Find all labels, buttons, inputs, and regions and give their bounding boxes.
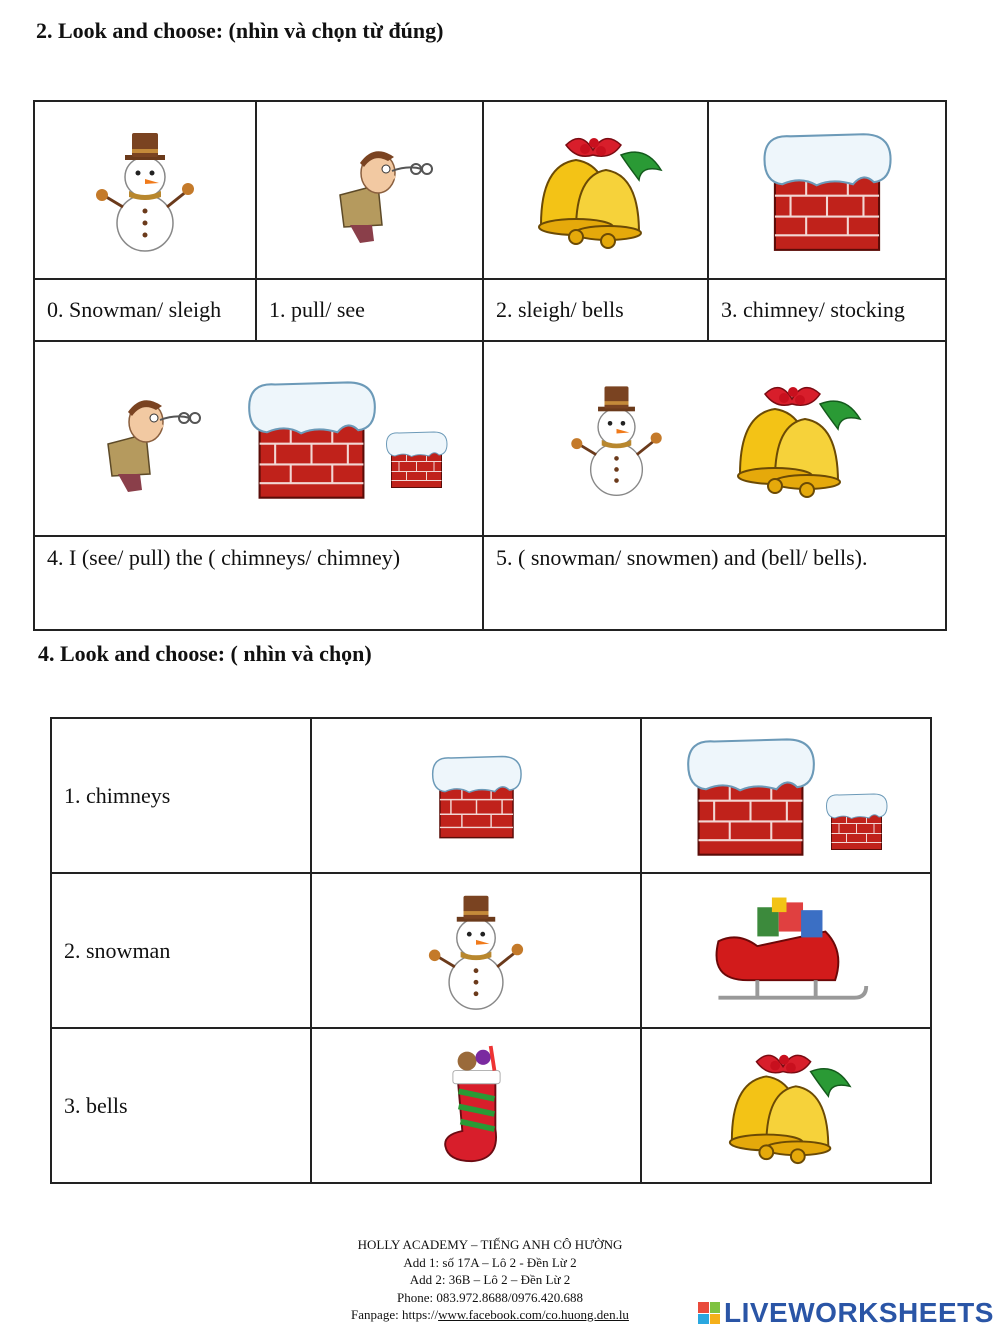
chimney-icon: [683, 733, 818, 858]
chimney-icon: [244, 376, 379, 501]
caption-0: 0. Snowman/ sleigh: [34, 279, 256, 341]
exercise-4-table: [50, 717, 932, 1184]
section-2-heading: 2. Look and choose: (nhìn và chọn từ đúng): [36, 18, 444, 43]
footer-line-2: Add 1: số 17A – Lô 2 - Đền Lừ 2: [403, 1254, 577, 1270]
snowman-icon: [90, 125, 200, 255]
fanpage-label: Fanpage: https://: [351, 1307, 439, 1322]
liveworksheets-logo-icon: [698, 1302, 720, 1324]
sleigh-icon: [699, 892, 874, 1010]
bells-icon: [521, 125, 671, 255]
footer: [300, 1236, 680, 1324]
option-b-cell-3[interactable]: [641, 1028, 931, 1183]
option-b-cell-1[interactable]: [641, 718, 931, 873]
stocking-icon: [434, 1043, 519, 1168]
row-label-1: 1. chimneys: [51, 718, 311, 873]
brand-text: LIVEWORKSHEETS: [724, 1297, 994, 1328]
option-a-cell-1[interactable]: [311, 718, 641, 873]
row-label-3: 3. bells: [51, 1028, 311, 1183]
chimney-icon: [757, 128, 897, 253]
exercise-2-table: [33, 100, 947, 631]
picture-cell-3: [708, 101, 946, 279]
bells-icon: [711, 1042, 861, 1170]
liveworksheets-brand[interactable]: [698, 1297, 994, 1329]
bells-icon: [720, 374, 870, 504]
chimney-icon: [429, 752, 524, 840]
section-4-heading: 4. Look and choose: ( nhìn và chọn): [38, 641, 372, 666]
chimney-icon: [384, 429, 449, 489]
caption-4: 4. I (see/ pull) the ( chimneys/ chimney): [34, 536, 483, 630]
caption-1: 1. pull/ see: [256, 279, 483, 341]
footer-line-5: [300, 1306, 680, 1324]
row-label-2: 2. snowman: [51, 873, 311, 1028]
chimney-icon: [824, 791, 889, 851]
option-a-cell-3[interactable]: [311, 1028, 641, 1183]
caption-2: 2. sleigh/ bells: [483, 279, 708, 341]
man-looking-icon: [68, 384, 208, 494]
caption-3: 3. chimney/ stocking: [708, 279, 946, 341]
snowman-icon: [559, 379, 674, 499]
picture-cell-0: [34, 101, 256, 279]
footer-line-3: Add 2: 36B – Lô 2 – Đền Lừ 2: [409, 1272, 571, 1287]
caption-5: 5. ( snowman/ snowmen) and (bell/ bells).: [483, 536, 946, 630]
man-looking-icon: [300, 135, 440, 245]
option-b-cell-2[interactable]: [641, 873, 931, 1028]
footer-line-1: HOLLY ACADEMY – TIẾNG ANH CÔ HƯỜNG: [357, 1237, 623, 1252]
snowman-icon: [416, 888, 536, 1013]
picture-cell-1: [256, 101, 483, 279]
picture-cell-4: [34, 341, 483, 536]
option-a-cell-2[interactable]: [311, 873, 641, 1028]
fanpage-link[interactable]: www.facebook.com/co.huong.den.lu: [438, 1307, 629, 1322]
picture-cell-2: [483, 101, 708, 279]
footer-line-4: Phone: 083.972.8688/0976.420.688: [397, 1289, 583, 1305]
picture-cell-5: [483, 341, 946, 536]
